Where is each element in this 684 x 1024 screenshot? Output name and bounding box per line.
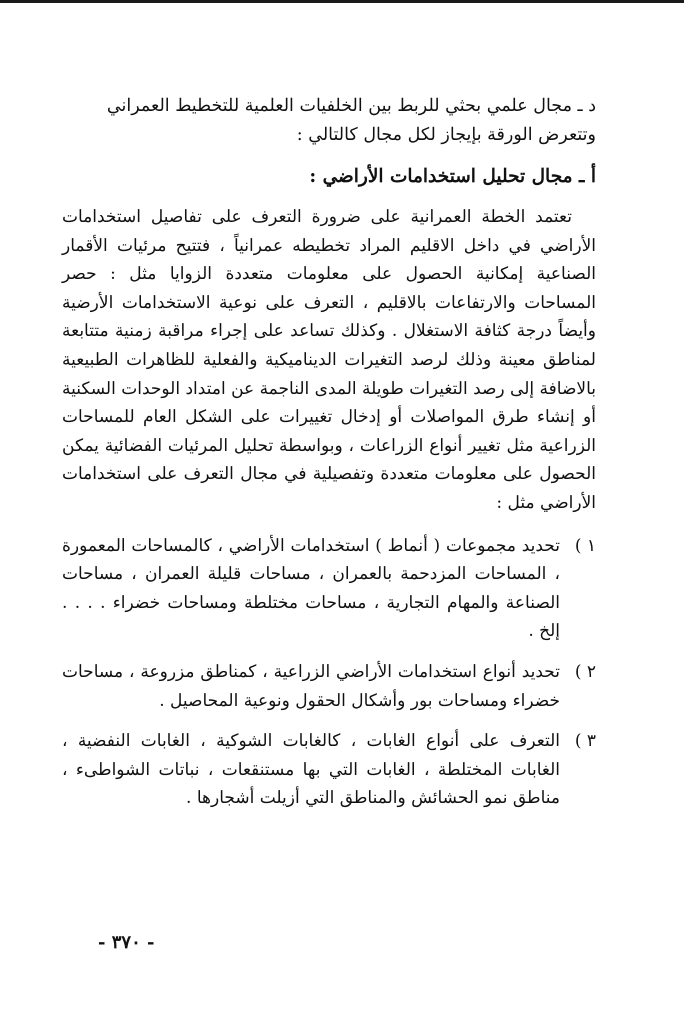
list-item-text: تحديد مجموعات ( أنماط ) استخدامات الأراضي ، كالمساحات المعمورة ، المساحات المزدحمة بالعمران ، مساحات قليلة العمران ، مساحات الصناعة والمهام التجارية ، مساحات مختلطة ومساحات خضراء . . . . إلخ . bbox=[62, 535, 560, 642]
list-item-number: ٣ ) bbox=[574, 731, 596, 752]
list-item bbox=[62, 658, 596, 715]
top-border-rule bbox=[0, 0, 684, 3]
body-paragraph: تعتمد الخطة العمرانية على ضرورة التعرف على تفاصيل استخدامات الأراضي في داخل الاقليم المراد تخطيطه عمرانياً ، فتتيح مرئيات الأقمار الصناعية إمكانية الحصول على معلومات متعددة الزوايا مثل : حصر المساحات والارتفاعات بالاقليم ، التعرف على نوعية الاستخدامات الأرضية وأيضاً درجة كثافة الاستغلال . وكذلك تساعد على إجراء مراقبة زمنية متتابعة لمناطق معينة وذلك لرصد التغيرات الديناميكية والفعلية للظاهرات الطبيعية بالاضافة إلى رصد التغيرات طويلة المدى الناجمة عن امتداد الوحدات السكنية أو إنشاء طرق المواصلات أو إدخال تغييرات على الشكل العام للمساحات الزراعية مثل تغيير أنواع الزراعات ، وبواسطة تحليل المرئيات الفضائية يمكن الحصول على معلومات متعددة وتفصيلية في مجال التعرف على استخدامات الأراضي مثل : bbox=[62, 207, 596, 513]
list-item-number: ٢ ) bbox=[574, 661, 596, 682]
page-content bbox=[62, 92, 596, 825]
list-item-text: تحديد أنواع استخدامات الأراضي الزراعية ، كمناطق مزروعة ، مساحات خضراء ومساحات بور وأشكال الحقول ونوعية المحاصيل . bbox=[62, 661, 560, 711]
page-number: - ٣٧٠ - bbox=[98, 932, 155, 953]
list-item-number: ١ ) bbox=[574, 535, 596, 556]
intro-overview: وتتعرض الورقة بإيجاز لكل مجال كالتالي : bbox=[296, 125, 596, 145]
list-item bbox=[62, 727, 596, 813]
intro-item-d: د ـ مجال علمي بحثي للربط بين الخلفيات العلمية للتخطيط العمراني bbox=[106, 96, 596, 116]
section-heading: أ ـ مجال تحليل استخدامات الأراضي : bbox=[309, 166, 596, 187]
list-item-text: التعرف على أنواع الغابات ، كالغابات الشوكية ، الغابات النفضية ، الغابات المختلطة ، الغابات التي بها مستنقعات ، نباتات الشواطىء ، مناطق نمو الحشائش والمناطق التي أزيلت أشجارها . bbox=[62, 731, 560, 809]
list-item bbox=[62, 532, 596, 646]
